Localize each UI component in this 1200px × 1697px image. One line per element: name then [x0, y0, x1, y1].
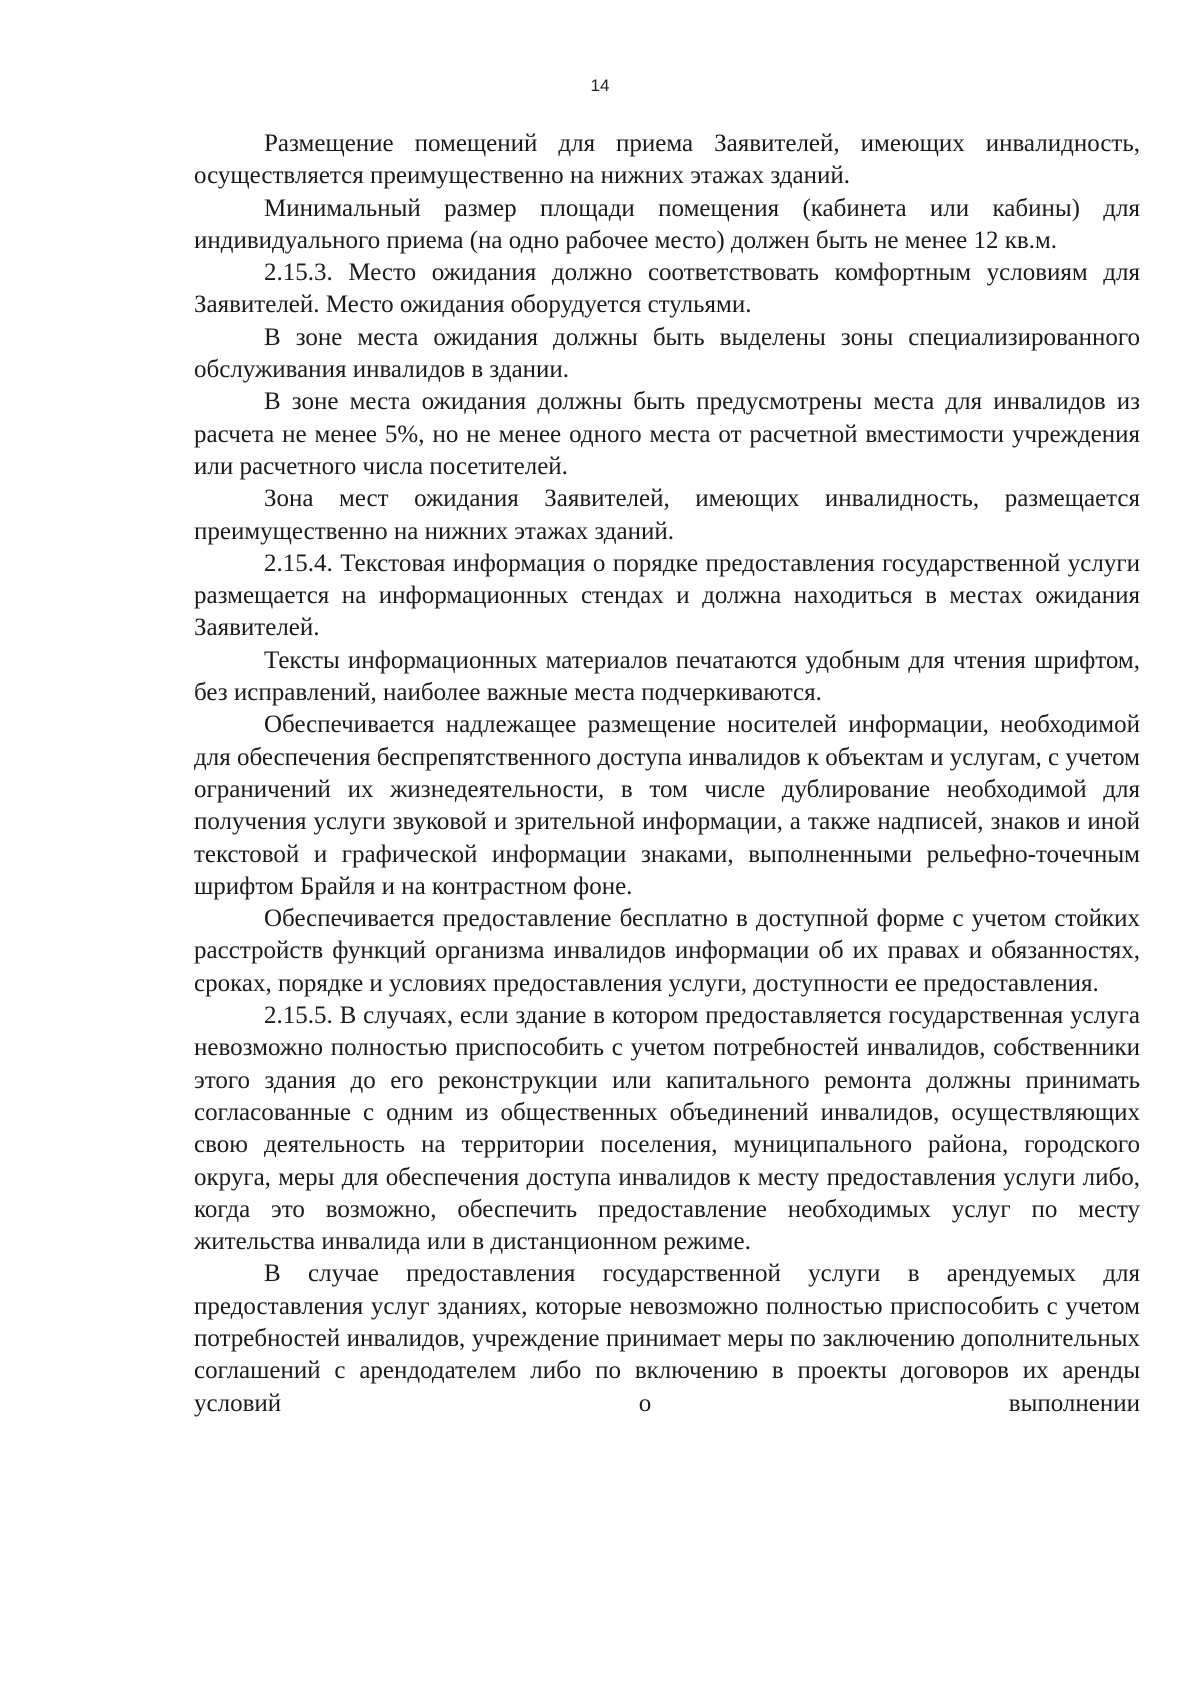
paragraph-10: Обеспечивается предоставление бесплатно в доступной форме с учетом стойких расстройств функций организма инвалидов информации об их правах и обязанностях, сроках, порядке и условиях предоставления услуги, доступности ее предоставления.: [194, 905, 1140, 997]
paragraph-12: В случае предоставления государственной услуги в арендуемых для предоставления услуг зданиях, которые невозможно полностью приспособить с учетом потребностей инвалидов, учреждение принимает меры по заключению дополнительных соглашений с арендодателем либо по включению в проекты договоров их аренды условий о выполнении: [194, 1260, 1140, 1417]
paragraph-2: Минимальный размер площади помещения (кабинета или кабины) для индивидуального приема (на одно рабочее место) должен быть не менее 12 кв.м.: [194, 194, 1140, 254]
paragraph-7: 2.15.4. Текстовая информация о порядке предоставления государственной услуги размещается на информационных стендах и должна находиться в местах ожидания Заявителей.: [194, 549, 1140, 642]
paragraph-9: Обеспечивается надлежащее размещение носителей информации, необходимой для обеспечения беспрепятственного доступа инвалидов к объектам и услугам, с учетом ограничений их жизнедеятельности, в том числе дублирование необходимой для получения услуги звуковой и зрительной информации, а также надписей, знаков и иной текстовой и графической информации знаками, выполненными рельефно-точечным шрифтом Брайля и на контрастном фоне.: [194, 711, 1140, 900]
paragraph-5: В зоне места ожидания должны быть предусмотрены места для инвалидов из расчета не менее 5%, но не менее одного места от расчетной вместимости учреждения или расчетного числа посетителей.: [194, 388, 1140, 480]
paragraph-11: 2.15.5. В случаях, если здание в котором предоставляется государственная услуга невозможно полностью приспособить с учетом потребностей инвалидов, собственники этого здания до его реконструкции или капитального ремонта должны принимать согласованные с одним из общественных объединений инвалидов, осуществляющих свою деятельность на территории поселения, муниципального района, городского округа, меры для обеспечения доступа инвалидов к месту предоставления услуги либо, когда это возможно, обеспечить предоставление необходимых услуг по месту жительства инвалида или в дистанционном режиме.: [194, 1002, 1140, 1256]
paragraph-8: Тексты информационных материалов печатаются удобным для чтения шрифтом, без исправлений, наиболее важные места подчеркиваются.: [194, 646, 1140, 707]
paragraph-6: Зона мест ожидания Заявителей, имеющих инвалидность, размещается преимущественно на нижних этажах зданий.: [194, 485, 1140, 545]
document-body: [194, 128, 1140, 1420]
paragraph-4: В зоне места ожидания должны быть выделены зоны специализированного обслуживания инвалидов в здании.: [194, 323, 1140, 384]
paragraph-1: Размещение помещений для приема Заявителей, имеющих инвалидность, осуществляется преимущественно на нижних этажах зданий.: [194, 130, 1140, 190]
page-number: 14: [590, 76, 610, 95]
paragraph-3: 2.15.3. Место ожидания должно соответствовать комфортным условиям для Заявителей. Место ожидания оборудуется стульями.: [194, 259, 1140, 319]
